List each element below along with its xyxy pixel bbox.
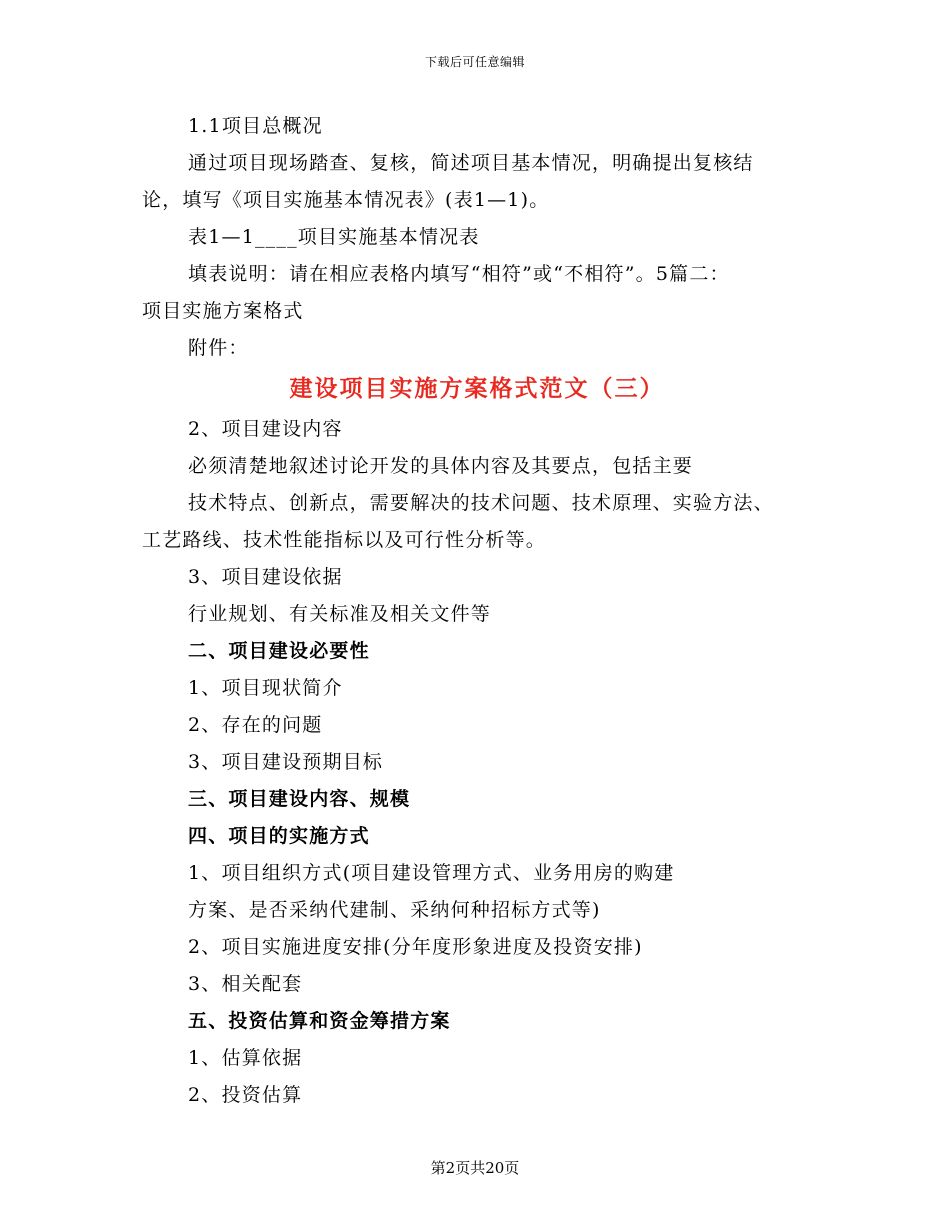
paragraph-line: 2、投资估算	[188, 1084, 303, 1106]
paragraph-line: 技术特点、创新点，需要解决的技术问题、技术原理、实验方法、	[188, 492, 774, 514]
paragraph-line: 2、项目建设内容	[188, 418, 343, 440]
paragraph-line: 1、估算依据	[188, 1047, 303, 1069]
paragraph-line: 项目实施方案格式	[142, 300, 304, 322]
page-header-note: 下载后可任意编辑	[424, 55, 525, 69]
paragraph-line: 2、项目实施进度安排(分年度形象进度及投资安排)	[188, 936, 643, 958]
document-title: 建设项目实施方案格式范文（三）	[289, 375, 665, 402]
paragraph-line: 论，填写《项目实施基本情况表》(表1—1)。	[142, 189, 550, 211]
paragraph-line: 通过项目现场踏查、复核，简述项目基本情况，明确提出复核结	[188, 152, 754, 174]
section-heading: 五、投资估算和资金筹措方案	[188, 1010, 451, 1032]
paragraph-line: 方案、是否采纳代建制、采纳何种招标方式等)	[188, 899, 601, 921]
document-body	[142, 108, 812, 1114]
paragraph-line: 1、项目组织方式(项目建设管理方式、业务用房的购建	[188, 862, 675, 884]
section-heading: 三、项目建设内容、规模	[188, 788, 411, 810]
paragraph-line: 3、项目建设依据	[188, 566, 343, 588]
page-number-footer: 第2页共20页	[430, 1159, 520, 1177]
paragraph-line: 工艺路线、技术性能指标以及可行性分析等。	[142, 529, 547, 551]
paragraph-line: 填表说明：请在相应表格内填写“相符”或“不相符”。5篇二：	[188, 263, 730, 285]
section-before-title	[142, 108, 812, 367]
paragraph-line: 3、项目建设预期目标	[188, 751, 384, 773]
paragraph-line: 必须清楚地叙述讨论开发的具体内容及其要点，包括主要	[188, 455, 694, 477]
paragraph-line: 行业规划、有关标准及相关文件等	[188, 603, 492, 625]
paragraph-line: 3、相关配套	[188, 973, 303, 995]
paragraph-line: 1、项目现状简介	[188, 677, 343, 699]
paragraph-line: 表1—1____项目实施基本情况表	[188, 226, 480, 248]
section-after-title	[142, 411, 812, 1114]
paragraph-line: 1.1项目总概况	[188, 115, 323, 137]
section-heading: 二、项目建设必要性	[188, 640, 370, 662]
paragraph-line: 附件：	[188, 337, 249, 359]
paragraph-line: 2、存在的问题	[188, 714, 323, 736]
section-heading: 四、项目的实施方式	[188, 825, 370, 847]
